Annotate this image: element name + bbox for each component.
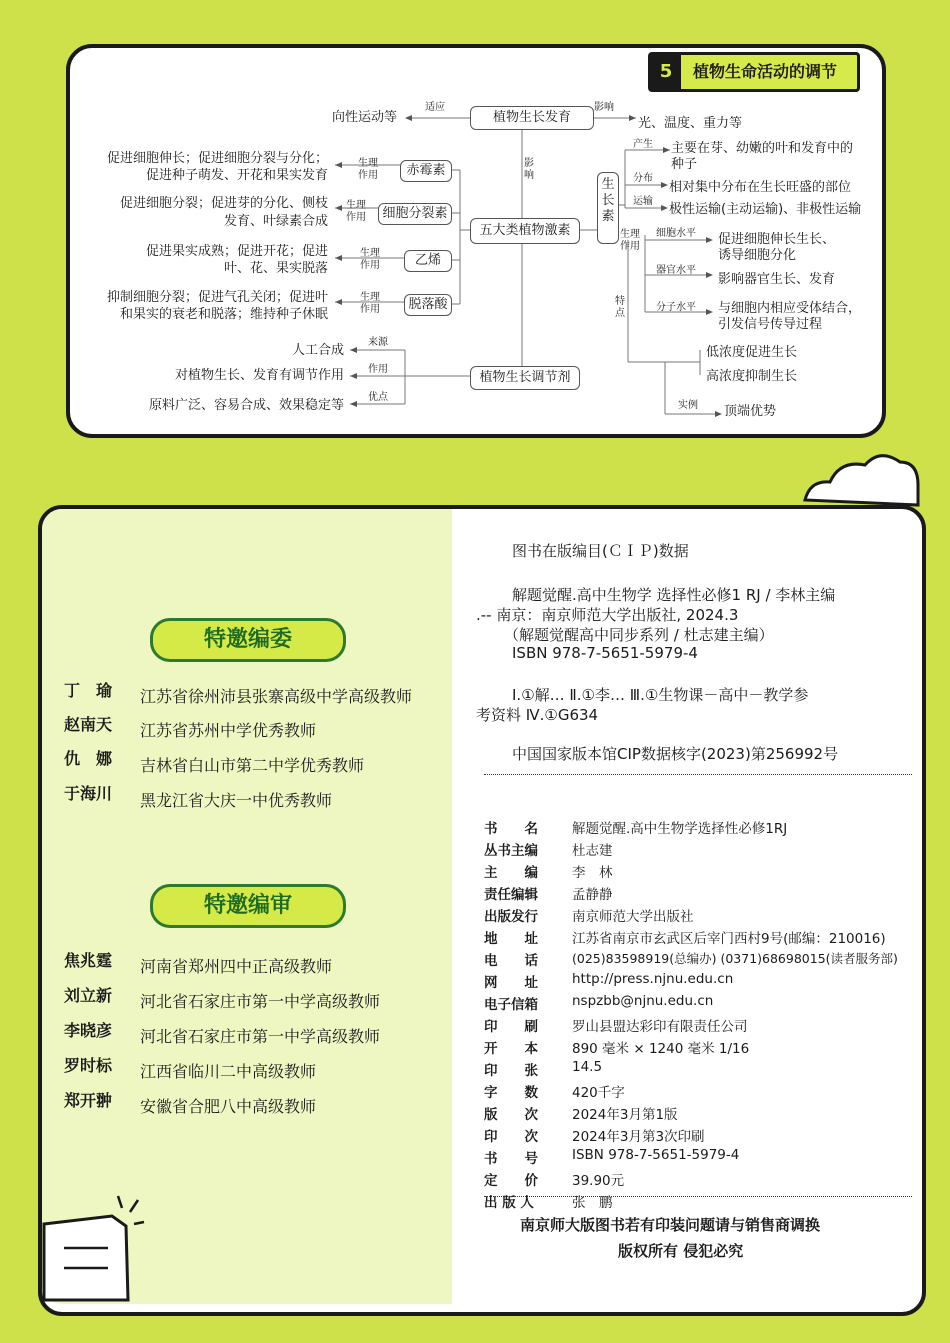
editor-role: 吉林省白山市第二中学优秀教师 (140, 756, 365, 775)
reviewer-role: 安徽省合肥八中高级教师 (140, 1097, 317, 1116)
editor-name: 赵南天 (64, 715, 113, 734)
auxin-produce-line1: 主要在芽、幼嫩的叶和发育中的 (671, 141, 854, 156)
reviewer-name: 焦兆霆 (64, 951, 113, 970)
reviewer-role: 河北省石家庄市第一中学高级教师 (140, 992, 381, 1011)
editors-title: 特邀编委 (150, 618, 346, 662)
colophon-value: (025)83598919(总编办) (0371)68698015(读者服务部) (572, 951, 898, 966)
colophon-key: 主 编 (484, 865, 538, 881)
section-title: 植物生命活动的调节 (693, 62, 838, 81)
footer-notice: 南京师大版图书若有印装问题请与销售商调换 (520, 1216, 821, 1234)
example-apical-dominance: 顶端优势 (724, 404, 777, 419)
reviewer-role: 江西省临川二中高级教师 (140, 1062, 317, 1081)
editor-role: 黑龙江省大庆一中优秀教师 (140, 791, 333, 810)
hormone-rel: 生理作用 (358, 158, 378, 181)
reviewer-name: 刘立新 (64, 986, 113, 1005)
colophon-value: 李 林 (572, 865, 613, 881)
hormone-name: 赤霉素 (400, 160, 452, 182)
hormone-rel: 生理作用 (360, 248, 380, 271)
hormone-rel: 生理作用 (346, 200, 366, 223)
hormone-effect-line2: 和果实的衰老和脱落；维持种子休眠 (119, 307, 328, 322)
auxin-rel-produce: 产生 (633, 139, 653, 150)
reviewer-name: 李晓彦 (64, 1021, 113, 1040)
editor-name: 仇 娜 (64, 749, 113, 768)
section-number: 5 (651, 55, 681, 89)
reviewer-name: 郑开翀 (64, 1091, 113, 1110)
map-node-environment: 光、温度、重力等 (638, 116, 743, 131)
reviewer-role: 河南省郑州四中正高级教师 (140, 957, 333, 976)
editor-name: 于海川 (64, 784, 113, 803)
colophon-key: 印 刷 (484, 1019, 538, 1035)
colophon-value: http://press.njnu.edu.cn (572, 971, 734, 987)
map-node-five-hormones: 五大类植物激素 (470, 218, 580, 244)
colophon-value: 2024年3月第1版 (572, 1107, 678, 1123)
level-molecule-line1: 与细胞内相应受体结合， (718, 301, 862, 316)
map-node-plant-growth: 植物生长发育 (470, 106, 594, 130)
feature-low: 低浓度促进生长 (706, 345, 798, 360)
hormone-effect-line1: 促进细胞伸长；促进细胞分裂与分化； (106, 151, 328, 166)
colophon-key: 出版发行 (484, 909, 538, 925)
divider (484, 1196, 912, 1197)
cip-line: .-- 南京：南京师范大学出版社, 2024.3 (476, 606, 739, 624)
cip-line: ISBN 978-7-5651-5979-4 (512, 644, 698, 662)
regulator-rel-advantage: 优点 (368, 392, 388, 403)
map-node-regulator: 植物生长调节剂 (470, 366, 580, 390)
hormone-effect-line1: 促进果实成熟；促进开花；促进 (145, 244, 328, 259)
colophon-value: 杜志建 (572, 843, 613, 859)
cip-line: Ⅰ.①解… Ⅱ.①李… Ⅲ.①生物课－高中－教学参 (512, 686, 809, 704)
regulator-function: 对植物生长、发育有调节作用 (174, 368, 344, 383)
colophon-value: 420千字 (572, 1085, 625, 1101)
regulator-rel-function: 作用 (368, 364, 388, 375)
colophon-key: 出 版 人 (484, 1195, 534, 1211)
auxin-produce-line2: 种子 (671, 157, 698, 172)
level-molecule: 分子水平 (656, 302, 696, 313)
map-rel-adapt: 适应 (425, 102, 445, 113)
colophon-key: 印 张 (484, 1063, 538, 1079)
level-cell-line2: 诱导细胞分化 (718, 248, 797, 263)
reviewer-name: 罗时标 (64, 1056, 113, 1075)
hormone-effect-line1: 抑制细胞分裂；促进气孔关闭；促进叶 (106, 290, 328, 305)
editor-role: 江苏省徐州沛县张寨高级中学高级教师 (140, 687, 413, 706)
colophon-key: 书 号 (484, 1151, 538, 1167)
editor-role: 江苏省苏州中学优秀教师 (140, 721, 317, 740)
colophon-key: 版 次 (484, 1107, 538, 1123)
hormone-effect-line2: 发育、叶绿素合成 (223, 214, 328, 229)
regulator-advantage: 原料广泛、容易合成、效果稳定等 (148, 398, 344, 413)
reviewer-role: 河北省石家庄市第一中学高级教师 (140, 1027, 381, 1046)
level-organ: 器官水平 (656, 265, 696, 276)
map-node-tropism: 向性运动等 (332, 110, 398, 125)
colophon-value: 890 毫米 × 1240 毫米 1/16 (572, 1041, 750, 1057)
hormone-effect-line1: 促进细胞分裂；促进芽的分化、侧枝 (119, 196, 328, 211)
cip-line: （解题觉醒高中同步系列 / 杜志建主编） (504, 626, 774, 644)
hormone-effect-line2: 叶、花、果实脱落 (223, 261, 328, 276)
colophon-key: 开 本 (484, 1041, 538, 1057)
auxin-rel-feature: 特点 (615, 296, 625, 319)
colophon-key: 电 话 (484, 953, 538, 969)
colophon-key: 印 次 (484, 1129, 538, 1145)
hormone-effect-line2: 促进种子萌发、开花和果实发育 (145, 168, 328, 183)
auxin-distribution: 相对集中分布在生长旺盛的部位 (669, 180, 852, 195)
auxin-rel-example: 实例 (678, 400, 698, 411)
colophon-value: 张 鹏 (572, 1195, 613, 1211)
auxin-rel-physiology: 生理作用 (620, 229, 640, 252)
map-node-auxin: 生长素 (597, 172, 619, 244)
cip-heading: 图书在版编目(ＣＩＰ)数据 (512, 542, 689, 560)
cip-number: 中国国家版本馆CIP数据核字(2023)第256992号 (512, 745, 839, 763)
divider (484, 774, 912, 775)
level-organ-line1: 影响器官生长、发育 (718, 272, 836, 287)
colophon-value: 罗山县盟达彩印有限责任公司 (572, 1019, 748, 1035)
regulator-rel-source: 来源 (368, 337, 388, 348)
colophon-value: 14.5 (572, 1059, 603, 1075)
colophon-key: 字 数 (484, 1085, 538, 1101)
colophon-key: 责任编辑 (484, 887, 538, 903)
auxin-rel-distribution: 分布 (633, 173, 653, 184)
auxin-transport: 极性运输(主动运输)、非极性运输 (669, 202, 862, 217)
level-cell: 细胞水平 (656, 228, 696, 239)
map-rel-influence: 影响 (594, 102, 614, 113)
colophon-key: 网 址 (484, 975, 538, 991)
hormone-rel: 生理作用 (360, 292, 380, 315)
map-rel-center-influence: 影响 (524, 158, 534, 181)
colophon-value: 南京师范大学出版社 (572, 909, 694, 925)
colophon-key: 丛书主编 (484, 843, 538, 859)
colophon-key: 书 名 (484, 821, 538, 837)
level-cell-line1: 促进细胞伸长生长、 (718, 232, 836, 247)
hormone-name: 细胞分裂素 (378, 203, 452, 225)
colophon-value: ISBN 978-7-5651-5979-4 (572, 1147, 740, 1163)
colophon-key: 电子信箱 (484, 997, 538, 1013)
auxin-rel-transport: 运输 (633, 196, 653, 207)
editor-name: 丁 瑜 (64, 681, 113, 700)
colophon-key: 定 价 (484, 1173, 538, 1189)
hormone-name: 脱落酸 (404, 294, 452, 316)
colophon-value: nspzbb@njnu.edu.cn (572, 993, 714, 1009)
level-molecule-line2: 引发信号传导过程 (718, 317, 823, 332)
colophon-value: 解题觉醒.高中生物学选择性必修1RJ (572, 821, 788, 837)
hormone-name: 乙烯 (404, 250, 452, 272)
colophon-value: 2024年3月第3次印刷 (572, 1129, 705, 1145)
colophon-value: 39.90元 (572, 1173, 625, 1189)
cip-line: 解题觉醒.高中生物学 选择性必修1 RJ / 李林主编 (512, 586, 836, 604)
regulator-source: 人工合成 (291, 343, 344, 358)
colophon-value: 孟静静 (572, 887, 613, 903)
colophon-value: 江苏省南京市玄武区后宰门西村9号(邮编：210016) (572, 931, 886, 947)
reviewers-title: 特邀编审 (150, 884, 346, 928)
feature-high: 高浓度抑制生长 (706, 369, 798, 384)
cip-line: 考资料 Ⅳ.①G634 (476, 706, 599, 724)
footer-copyright: 版权所有 侵犯必究 (618, 1242, 744, 1260)
colophon-key: 地 址 (484, 931, 538, 947)
